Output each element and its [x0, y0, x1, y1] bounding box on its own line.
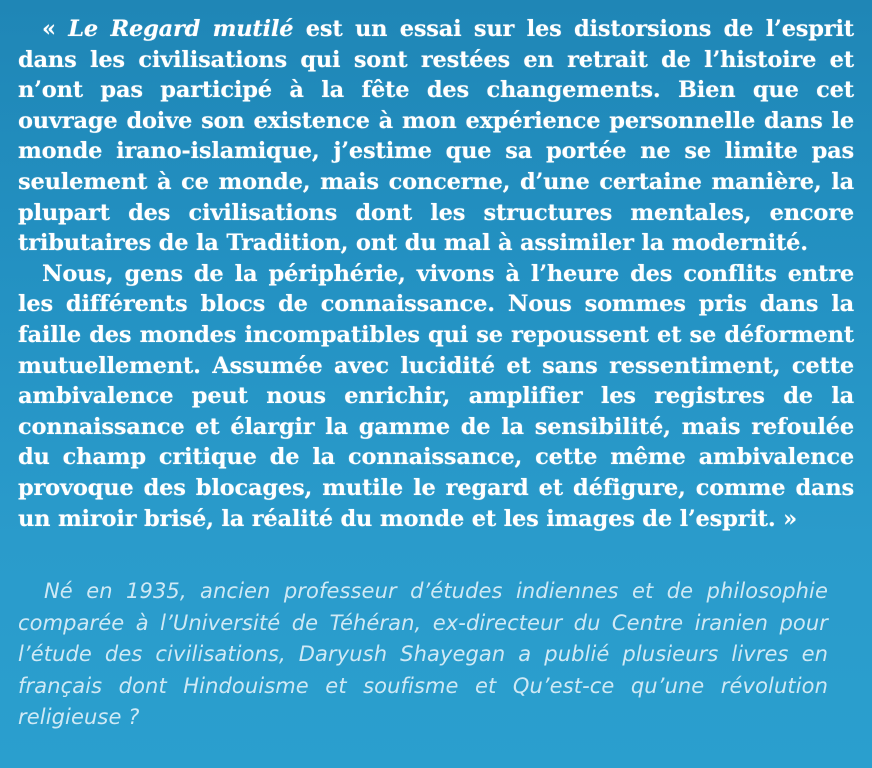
quote-paragraph-1 [18, 14, 854, 259]
author-bio [18, 576, 854, 734]
author-quote [18, 14, 854, 534]
quote-paragraph-2 [18, 259, 854, 534]
close-quote-mark: » [775, 505, 797, 532]
book-title: Le Regard mutilé [68, 16, 294, 42]
quote-paragraph-1-text: est un essai sur les distorsions de l’esprit dans les civilisations qui sont restées en retrait de l’histoire et n’ont pas participé à la fête des changements. Bien que cet ouvrage doive son existence à mon expérience personnelle dans le monde irano-islamique, j’estime que sa portée ne se limite pas seulement à ce monde, mais concerne, d’une certaine manière, la plupart des civilisations dont les structures mentales, encore tributaires de la Tradition, ont du mal à assimiler la modernité. [18, 16, 854, 257]
author-bio-text: Né en 1935, ancien professeur d’études indiennes et de philosophie comparée à l’Université de Téhéran, ex-directeur du Centre iranien pour l’étude des civilisations, Daryush Shayegan a publié plusieurs livres en français dont Hindouisme et soufisme et Qu’est-ce qu’une révolution religieuse ? [18, 579, 828, 730]
open-quote-mark: « [42, 16, 69, 42]
quote-paragraph-2-text: Nous, gens de la périphérie, vivons à l’heure des conflits entre les différents blocs de connaissance. Nous sommes pris dans la faille des mondes incompatibles qui se repoussent et se déforment mutuellement. Assumée avec lucidité et sans ressentiment, cette ambivalence peut nous enrichir, amplifier les registres de la connaissance et élargir la gamme de la sensibilité, mais refoulée du champ critique de la connaissance, cette même ambivalence provoque des blocages, mutile le regard et défigure, comme dans un miroir brisé, la réalité du monde et les images de l’esprit. [18, 260, 854, 532]
